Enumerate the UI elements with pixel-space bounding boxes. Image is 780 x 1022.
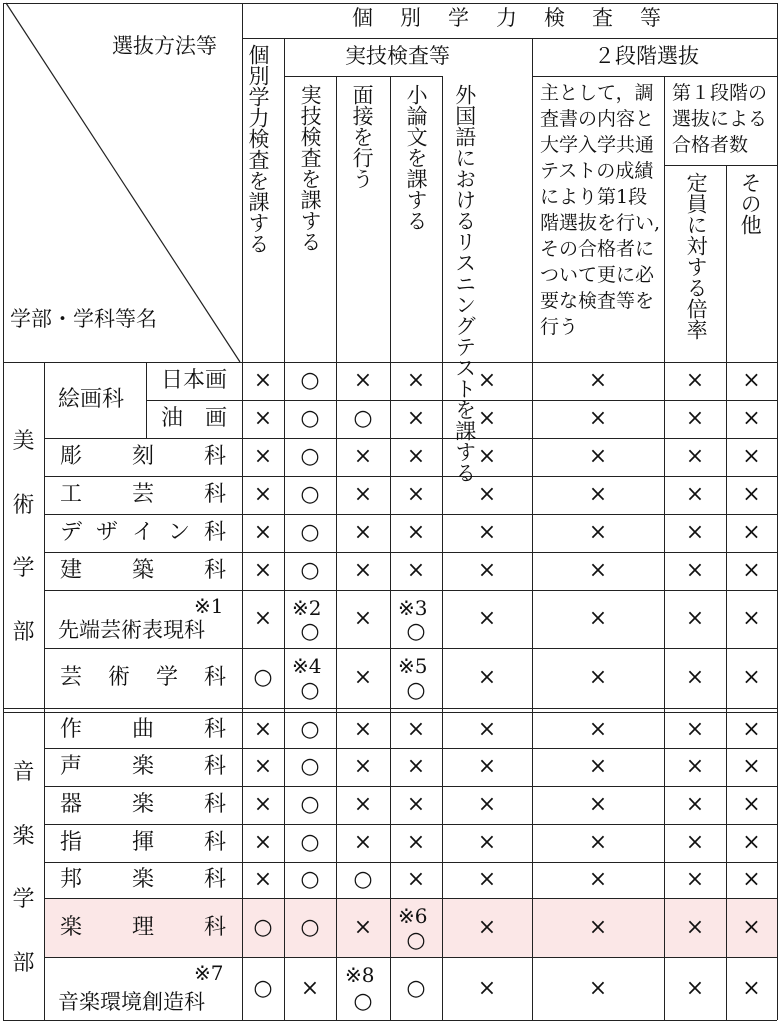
result-mark: × — [253, 444, 273, 469]
result-mark: × — [477, 558, 497, 583]
result-mark: × — [588, 444, 608, 469]
dept-name: 彫 刻 科 — [60, 444, 226, 469]
header-practical-exam: 実技検査を課する — [298, 84, 323, 252]
result-mark: × — [742, 368, 761, 393]
result-mark: × — [353, 482, 373, 507]
result-mark: × — [588, 406, 608, 431]
group-title-practical: 実技検査等 — [345, 44, 450, 68]
result-mark: ○ — [406, 678, 426, 703]
dept-name: 工 芸 科 — [60, 482, 226, 507]
result-mark: × — [588, 717, 608, 742]
result-mark: ○ — [300, 368, 320, 393]
result-mark: × — [353, 792, 373, 817]
result-mark: × — [353, 717, 373, 742]
header-other: その他 — [738, 172, 763, 235]
result-mark: × — [406, 482, 426, 507]
header-line-1 — [242, 38, 777, 39]
result-mark: × — [477, 368, 497, 393]
result-mark: × — [477, 914, 497, 940]
result-mark: × — [253, 558, 273, 583]
dept-name: 指 揮 科 — [60, 830, 226, 855]
result-mark: ○ — [353, 406, 373, 431]
result-mark: × — [406, 754, 426, 779]
result-mark: ○ — [300, 406, 320, 431]
result-mark: ○ — [300, 914, 320, 940]
faculty-name: 音 楽 学 部 — [12, 759, 35, 977]
dept-name: 音楽環境創造科 — [58, 990, 205, 1014]
result-mark: × — [742, 792, 761, 817]
frame-top — [3, 3, 777, 4]
result-mark: × — [685, 406, 705, 431]
result-mark: ○ — [300, 792, 320, 817]
result-mark: × — [253, 717, 273, 742]
frame-bottom — [3, 1020, 777, 1021]
result-mark: × — [742, 867, 761, 892]
result-mark: ○ — [253, 665, 273, 690]
header-essay: 小論文を課する — [404, 84, 429, 231]
group-title-individual-exam: 個 別 学 力 検 査 等 — [352, 6, 664, 30]
result-mark: ○ — [300, 619, 320, 644]
result-mark: × — [353, 444, 373, 469]
dept-name: 作 曲 科 — [60, 717, 226, 742]
faculty-name: 美 術 学 部 — [12, 429, 35, 645]
result-mark: × — [685, 830, 705, 855]
result-mark: × — [406, 830, 426, 855]
dept-name: 声 楽 科 — [60, 754, 226, 779]
result-mark: ○ — [300, 678, 320, 703]
result-mark: × — [477, 754, 497, 779]
cell-note-mark: ※3 — [398, 596, 428, 620]
header-individual-exam: 個別学力検査を課する — [246, 44, 270, 254]
cell-note-mark: ※6 — [398, 904, 428, 928]
result-mark: × — [742, 606, 761, 631]
result-mark: × — [477, 867, 497, 892]
result-mark: × — [742, 717, 761, 742]
cell-note-mark: ※8 — [345, 963, 375, 987]
result-mark: × — [685, 520, 705, 545]
result-mark: × — [353, 520, 373, 545]
corner-dept-label: 学部・学科等名 — [10, 307, 157, 331]
header-line-first-stage — [664, 165, 777, 166]
result-mark: × — [742, 754, 761, 779]
dept-name: 先端芸術表現科 — [58, 618, 205, 642]
result-mark: ○ — [300, 830, 320, 855]
result-mark: × — [253, 406, 273, 431]
result-mark: × — [406, 406, 426, 431]
dept-name: 器 楽 科 — [60, 792, 226, 817]
header-interview: 面接を行う — [350, 84, 375, 189]
header-ratio-to-capacity: 定員に対する倍率 — [684, 172, 709, 340]
two-stage-desc-line: 要な検査等を — [540, 290, 655, 312]
result-mark: × — [477, 406, 497, 431]
result-mark: × — [742, 914, 761, 940]
two-stage-desc-line: 階選抜を行い, — [540, 212, 661, 234]
result-mark: × — [588, 792, 608, 817]
sub-dept-name: 日本画 — [160, 368, 227, 393]
faculty-col-line — [44, 362, 45, 1020]
result-mark: × — [588, 830, 608, 855]
dept-name: 邦 楽 科 — [60, 867, 226, 892]
result-mark: × — [742, 482, 761, 507]
result-mark: × — [406, 792, 426, 817]
result-mark: ○ — [406, 927, 426, 953]
result-mark: ○ — [406, 975, 426, 1001]
result-mark: ○ — [253, 975, 273, 1001]
dept-name: 芸 術 学 科 — [60, 665, 226, 690]
result-mark: × — [685, 867, 705, 892]
result-mark: × — [406, 368, 426, 393]
result-mark: × — [742, 975, 761, 1001]
header-line-practical — [284, 76, 442, 77]
result-mark: × — [477, 444, 497, 469]
result-mark: × — [742, 520, 761, 545]
result-mark: ○ — [300, 558, 320, 583]
result-mark: ○ — [300, 754, 320, 779]
result-mark: × — [588, 482, 608, 507]
result-mark: × — [253, 792, 273, 817]
result-mark: × — [477, 717, 497, 742]
result-mark: × — [588, 368, 608, 393]
result-mark: × — [253, 830, 273, 855]
result-mark: ○ — [253, 914, 273, 940]
two-stage-desc-line: 主として，調 — [540, 82, 654, 104]
frame-right — [777, 3, 778, 1020]
result-mark: × — [742, 665, 761, 690]
dept-name: デ ザ イ ン 科 — [60, 520, 226, 545]
result-mark: × — [406, 558, 426, 583]
group-title-two-stage: ２段階選抜 — [594, 44, 699, 68]
result-mark: × — [477, 665, 497, 690]
result-mark: × — [685, 754, 705, 779]
first-stage-line: 合格者数 — [672, 134, 749, 156]
result-mark: × — [685, 444, 705, 469]
result-mark: ○ — [406, 619, 426, 644]
cell-note-mark: ※2 — [292, 596, 322, 620]
result-mark: × — [406, 444, 426, 469]
result-mark: × — [353, 914, 373, 940]
dept-name: 建 築 科 — [60, 558, 226, 583]
two-stage-desc-line: 行う — [540, 316, 579, 338]
result-mark: × — [253, 482, 273, 507]
result-mark: × — [588, 665, 608, 690]
result-mark: × — [685, 368, 705, 393]
header-listening-test: 外国語におけるリスニングテストを課する — [452, 84, 477, 483]
result-mark: × — [742, 558, 761, 583]
result-mark: ○ — [300, 867, 320, 892]
result-mark: × — [588, 606, 608, 631]
result-mark: × — [588, 754, 608, 779]
result-mark: × — [685, 606, 705, 631]
result-mark: × — [406, 520, 426, 545]
result-mark: × — [742, 406, 761, 431]
result-mark: × — [406, 867, 426, 892]
two-stage-desc-line: 査書の内容と — [540, 108, 655, 130]
dept-name: 楽 理 科 — [60, 914, 226, 940]
cell-note-mark: ※5 — [398, 654, 428, 678]
result-mark: ○ — [300, 717, 320, 742]
two-stage-desc-line: テストの成績 — [540, 160, 654, 182]
first-stage-line: 第１段階の — [672, 82, 768, 104]
result-mark: × — [477, 482, 497, 507]
result-mark: × — [685, 914, 705, 940]
result-mark: ○ — [300, 444, 320, 469]
result-mark: × — [353, 830, 373, 855]
result-mark: × — [477, 975, 497, 1001]
result-mark: × — [300, 975, 320, 1001]
sub-dept-name: 油 画 — [160, 406, 227, 431]
result-mark: × — [353, 606, 373, 631]
result-mark: × — [685, 665, 705, 690]
result-mark: × — [353, 368, 373, 393]
result-mark: × — [253, 368, 273, 393]
result-mark: × — [353, 558, 373, 583]
two-stage-desc-line: により第1段 — [540, 186, 648, 208]
two-stage-desc-line: 大学入学共通 — [540, 134, 655, 156]
result-mark: ○ — [300, 520, 320, 545]
faculty-separator-line — [3, 708, 777, 709]
corner-method-label: 選抜方法等 — [112, 34, 217, 58]
result-mark: × — [253, 520, 273, 545]
result-mark: × — [588, 914, 608, 940]
result-mark: ○ — [353, 867, 373, 892]
result-mark: × — [353, 754, 373, 779]
header-line-two-stage — [532, 76, 777, 77]
result-mark: × — [477, 792, 497, 817]
result-mark: × — [588, 558, 608, 583]
result-mark: × — [253, 606, 273, 631]
result-mark: × — [588, 520, 608, 545]
result-mark: × — [477, 606, 497, 631]
result-mark: × — [253, 754, 273, 779]
first-stage-line: 選抜による — [672, 108, 768, 130]
result-mark: × — [253, 867, 273, 892]
subgroup-name: 絵画科 — [58, 387, 125, 412]
result-mark: × — [685, 558, 705, 583]
result-mark: × — [742, 830, 761, 855]
result-mark: × — [685, 717, 705, 742]
two-stage-desc-line: その合格者に — [540, 238, 655, 260]
result-mark: × — [742, 444, 761, 469]
result-mark: × — [406, 717, 426, 742]
result-mark: ○ — [300, 482, 320, 507]
result-mark: × — [353, 665, 373, 690]
result-mark: × — [477, 830, 497, 855]
result-mark: × — [685, 792, 705, 817]
two-stage-desc-line: ついて更に必 — [540, 264, 655, 286]
result-mark: ○ — [353, 988, 373, 1014]
dept-note-mark: ※1 — [194, 594, 224, 618]
result-mark: × — [685, 482, 705, 507]
cell-note-mark: ※4 — [292, 654, 322, 678]
result-mark: × — [685, 975, 705, 1001]
dept-note-mark: ※7 — [194, 961, 224, 985]
result-mark: × — [588, 975, 608, 1001]
result-mark: × — [477, 520, 497, 545]
result-mark: × — [588, 867, 608, 892]
